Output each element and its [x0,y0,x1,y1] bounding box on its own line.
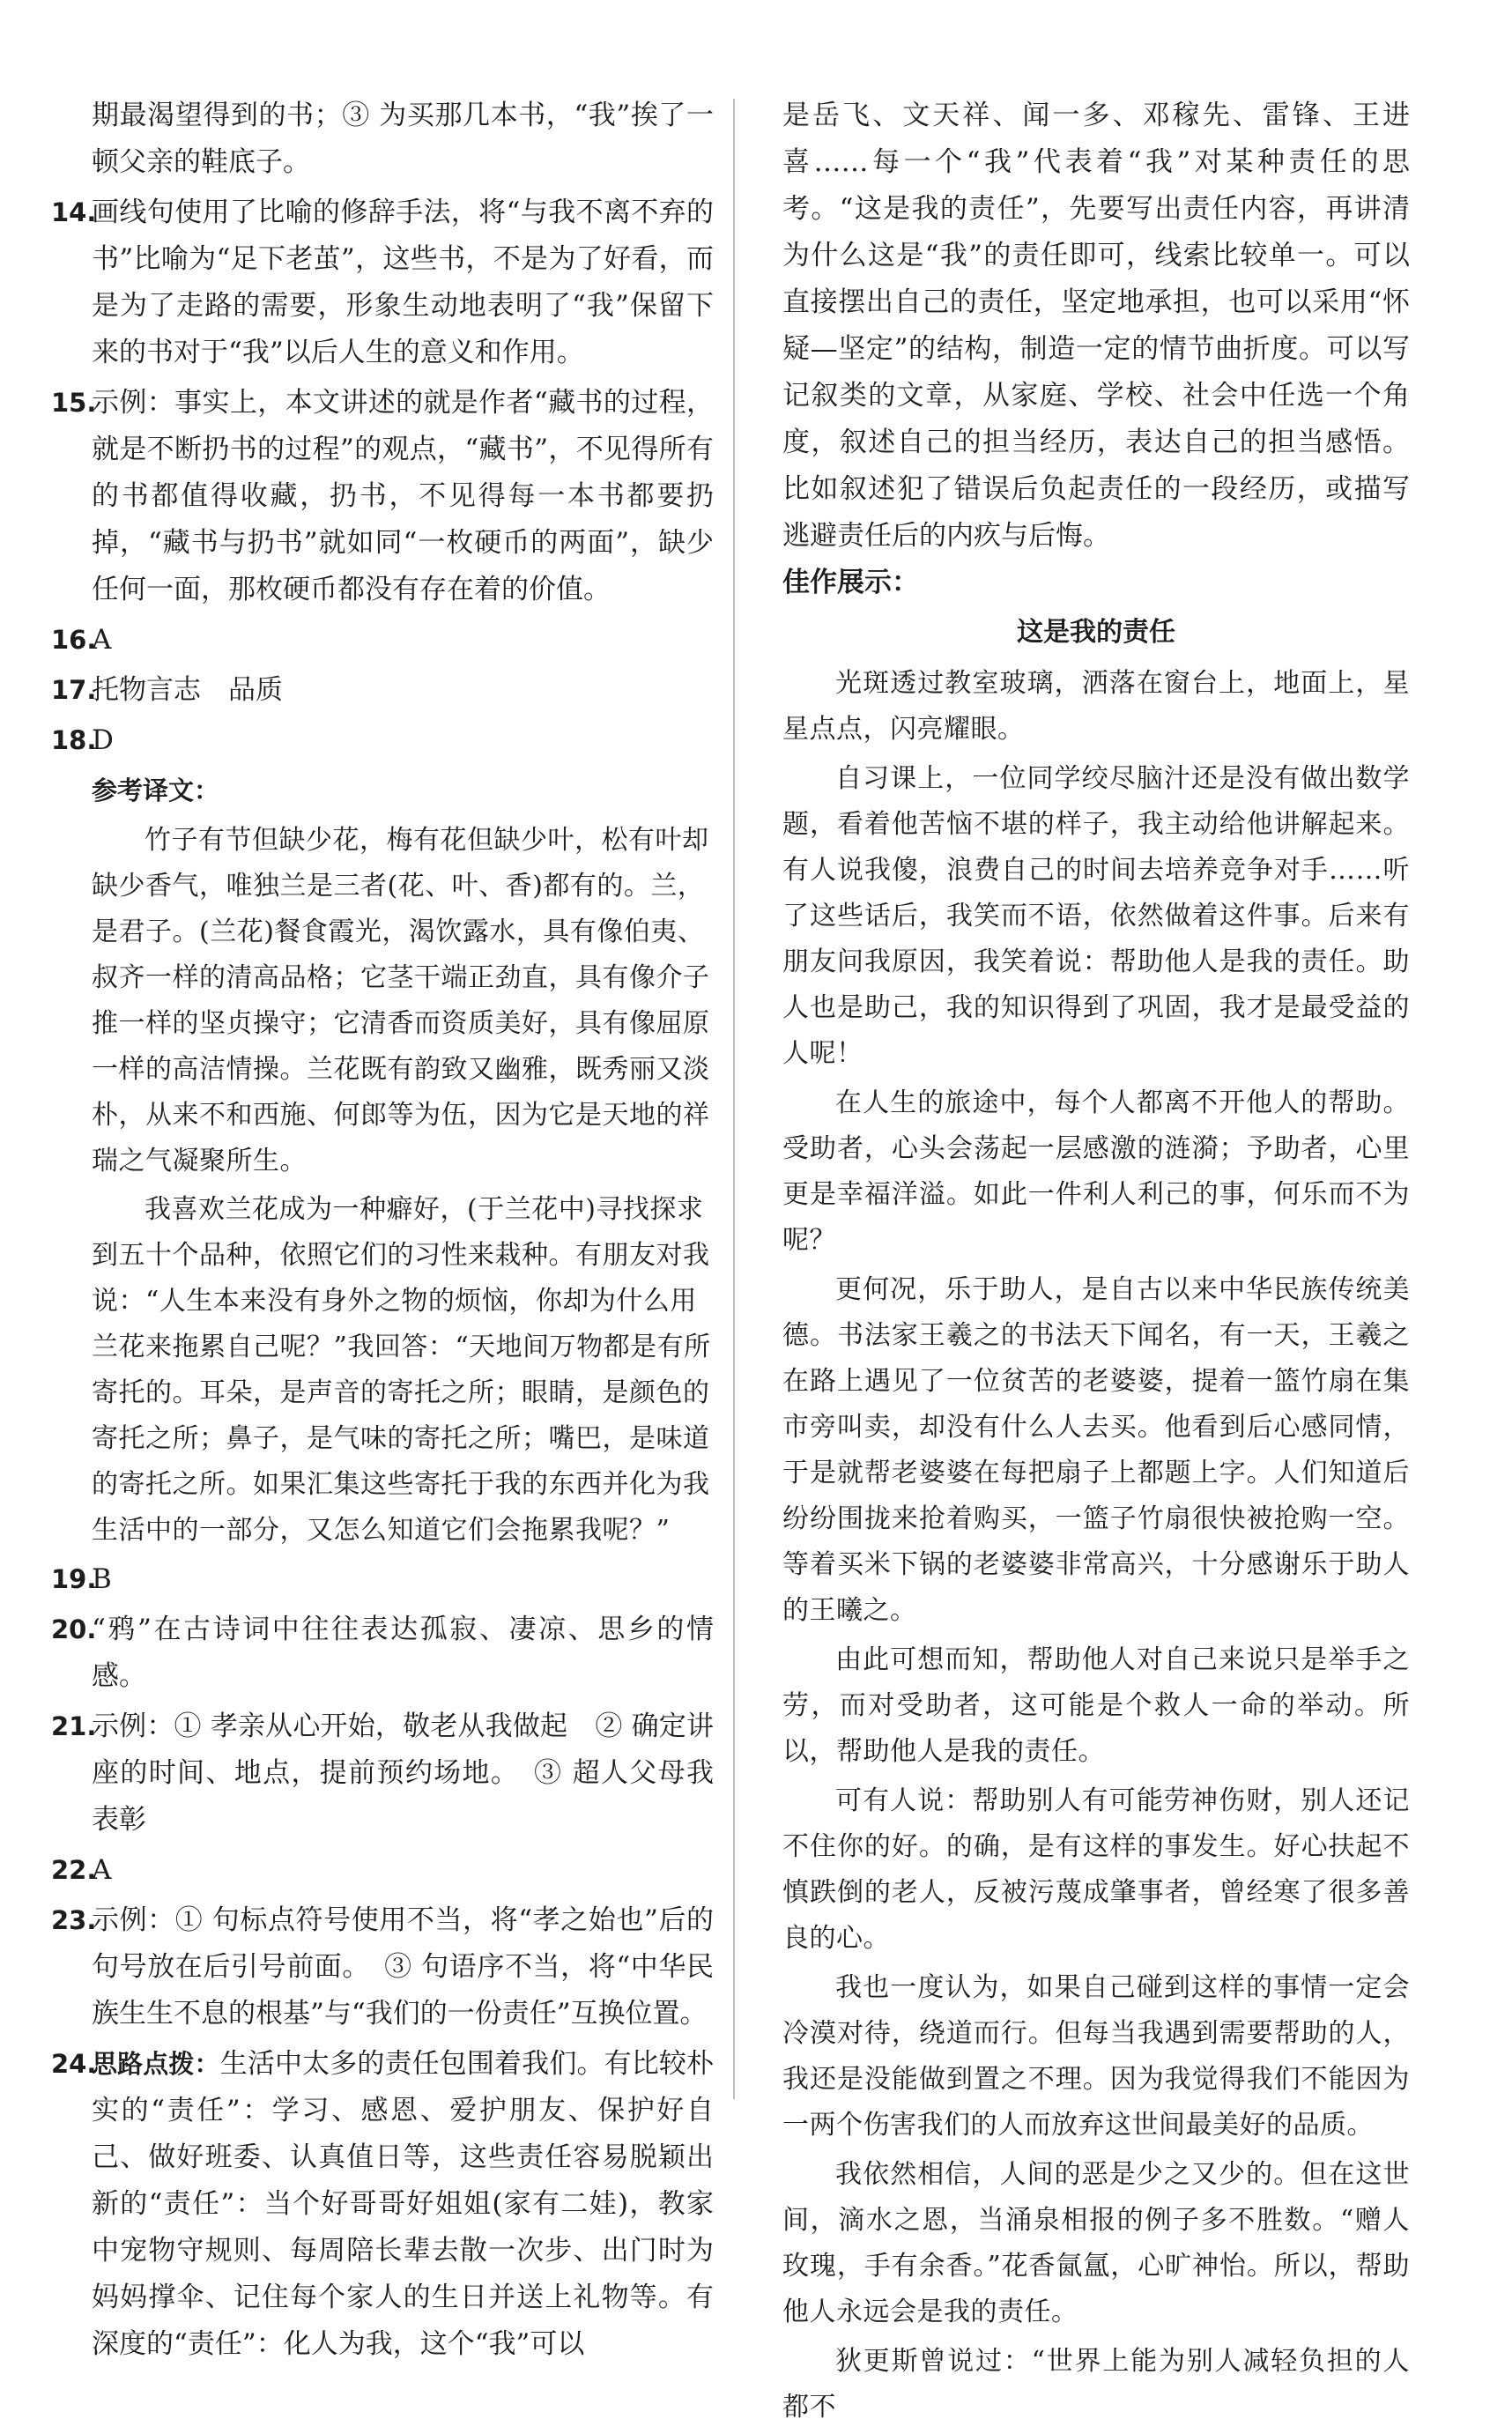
showcase-label: 佳作展示： [782,567,919,598]
essay-paragraph: 狄更斯曾说过：“世界上能为别人减轻负担的人都不 [782,2346,1410,2423]
answer-text: 托物言志 品质 [92,674,283,706]
essay-paragraph: 自习课上，一位同学绞尽脑汁还是没有做出数学题，看着他苦恼不堪的样子，我主动给他讲解起来。有人说我傻，浪费自己的时间去培养竞争对手……听了这些话后，我笑而不语，依然做着这件事。后来有朋友问我原因，我笑着说：帮助他人是我的责任。助人也是助己，我的知识得到了巩固，我才是最受益的人呢！ [782,763,1410,1069]
essay-paragraph: 在人生的旅途中，每个人都离不开他人的帮助。受助者，心头会荡起一层感激的涟漪；予助者，心里更是幸福洋溢。如此一件利人利己的事，何乐而不为呢？ [782,1087,1410,1256]
answer-text: D [92,724,114,756]
right-column [782,93,1410,2434]
answer-text: 示例：① 句标点符号使用不当，将“孝之始也”后的句号放在后引号前面。 ③ 句语序不当，将“中华民族生生不息的根基”与“我们的一份责任”互换位置。 [92,1904,714,2030]
hint-text: 生活中太多的责任包围着我们。有比较朴实的“责任”：学习、感恩、爱护朋友、保护好自己、做好班委、认真值日等，这些责任容易脱颖出新的“责任”：当个好哥哥好姐姐(家有二娃)，教家中宠物守规则、每周陪长辈去散一次步、出门时为妈妈撑伞、记住每个家人的生日并送上礼物等。有深度的“责任”：化人为我，这个“我”可以 [92,2048,714,2360]
answer-item [51,1897,714,2037]
essay-paragraph: 我也一度认为，如果自己碰到这样的事情一定会冷漠对待，绕道而行。但每当我遇到需要帮助的人，我还是没能做到置之不理。因为我觉得我们不能因为一两个伤害我们的人而放弃这世间最美好的品质。 [782,1972,1410,2141]
column-divider [733,99,735,2099]
hint-label: 思路点拨： [92,2049,220,2079]
answer-number: 19. [51,1564,97,1594]
essay-paragraph: 可有人说：帮助别人有可能劳神伤财，别人还记不住你的好。的确，是有这样的事发生。好心扶起不慎跌倒的老人，反被污蔑成肇事者，曾经寒了很多善良的心。 [782,1785,1410,1954]
essay-title: 这是我的责任 [1017,617,1175,648]
answer-text: 示例：① 孝亲从心开始，敬老从我做起 ② 确定讲座的时间、地点，提前预约场地。 ③ 超人父母我表彰 [92,1710,714,1836]
answer-number: 17. [51,675,97,705]
answer-item [51,1847,714,1894]
answer-item [51,1607,714,1700]
continued-hint: 是岳飞、文天祥、闻一多、邓稼先、雷锋、王进喜……每一个“我”代表着“我”对某种责任的思考。“这是我的责任”，先要写出责任内容，再讲清为什么这是“我”的责任即可，线索比较单一。可以直接摆出自己的责任，坚定地承担，也可以采用“怀疑—坚定”的结构，制造一定的情节曲折度。可以写记叙类的文章，从家庭、学校、社会中任选一个角度，叙述自己的担当经历，表达自己的担当感悟。比如叙述犯了错误后负起责任的一段经历，或描写逃避责任后的内疚与后悔。 [782,100,1410,552]
answer-number: 14. [51,197,97,227]
answer-text [92,2041,714,2368]
essay-paragraph: 光斑透过教室玻璃，洒落在窗台上，地面上，星星点点，闪亮耀眼。 [782,668,1410,745]
answer-number: 24. [51,2049,97,2079]
translation-paragraph: 我喜欢兰花成为一种癖好，(于兰花中)寻找探求到五十个品种，依照它们的习性来栽种。有朋友对我说：“人生本来没有身外之物的烦恼，你却为什么用兰花来拖累自己呢？”我回答：“天地间万物都是有所寄托的。耳朵，是声音的寄托之所；眼睛，是颜色的寄托之所；鼻子，是气味的寄托之所；嘴巴，是味道的寄托之所。如果汇集这些寄托于我的东西并化为我生活中的一部分，又怎么知道它们会拖累我呢？” [92,1194,711,1546]
answer-number: 20. [51,1614,97,1644]
translation-paragraph: 竹子有节但缺少花，梅有花但缺少叶，松有叶却缺少香气，唯独兰是三者(花、叶、香)都有的。兰，是君子。(兰花)餐食霞光，渴饮露水，具有像伯夷、叔齐一样的清高品格；它茎干端正劲直，具有像介子推一样的坚贞操守；它清香而资质美好，具有像屈原一样的高洁情操。兰花既有韵致又幽雅，既秀丽又淡朴，从来不和西施、何郎等为伍，因为它是天地的祥瑞之气凝聚所生。 [92,825,710,1176]
answer-text: A [92,1854,112,1886]
answer-text: 画线句使用了比喻的修辞手法，将“与我不离不弃的书”比喻为“足下老茧”，这些书，不是为了好看，而是为了走路的需要，形象生动地表明了“我”保留下来的书对于“我”以后人生的意义和作用。 [92,197,714,368]
translation-label: 参考译文： [92,775,220,805]
answer-item [51,1703,714,1844]
answer-item [51,1556,714,1603]
answer-number: 16. [51,625,97,655]
essay-paragraph: 我依然相信，人间的恶是少之又少的。但在这世间，滴水之恩，当涌泉相报的例子多不胜数。“赠人玫瑰，手有余香。”花香氤氲，心旷神怡。所以，帮助他人永远会是我的责任。 [782,2159,1410,2327]
answer-item [51,617,714,664]
answer-text: “鸦”在古诗词中往往表达孤寂、凄凉、思乡的情感。 [92,1614,714,1692]
answer-text: 示例：事实上，本文讲述的就是作者“藏书的过程，就是不断扔书的过程”的观点，“藏书”，不见得所有的书都值得收藏，扔书，不见得每一本书都要扔掉，“藏书与扔书”就如同“一枚硬币的两面”，缺少任何一面，那枚硬币都没有存在着的价值。 [92,387,714,605]
left-column [51,93,714,2371]
answer-item [51,667,714,714]
answer-number: 23. [51,1905,97,1935]
essay-paragraph: 由此可想而知，帮助他人对自己来说只是举手之劳，而对受助者，这可能是个救人一命的举动。所以，帮助他人是我的责任。 [782,1644,1410,1767]
answer-number: 22. [51,1855,97,1885]
answer-item [51,189,714,376]
answer-number: 21. [51,1711,97,1741]
answer-item [51,380,714,613]
continued-answer: 期最渴望得到的书；③ 为买那几本书，“我”挨了一顿父亲的鞋底子。 [92,100,714,178]
answer-text: B [92,1563,112,1595]
answer-item [51,717,714,764]
answer-number: 18. [51,725,97,755]
answer-number: 15. [51,388,97,418]
answer-item-24 [51,2041,714,2368]
essay-paragraph: 更何况，乐于助人，是自古以来中华民族传统美德。书法家王羲之的书法天下闻名，有一天，王羲之在路上遇见了一位贫苦的老婆婆，提着一篮竹扇在集市旁叫卖，却没有什么人去买。他看到后心感同情，于是就帮老婆婆在每把扇子上都题上字。人们知道后纷纷围拢来抢着购买，一篮子竹扇很快被抢购一空。等着买米下锅的老婆婆非常高兴，十分感谢乐于助人的王曦之。 [782,1274,1410,1626]
answer-text: A [92,624,112,656]
